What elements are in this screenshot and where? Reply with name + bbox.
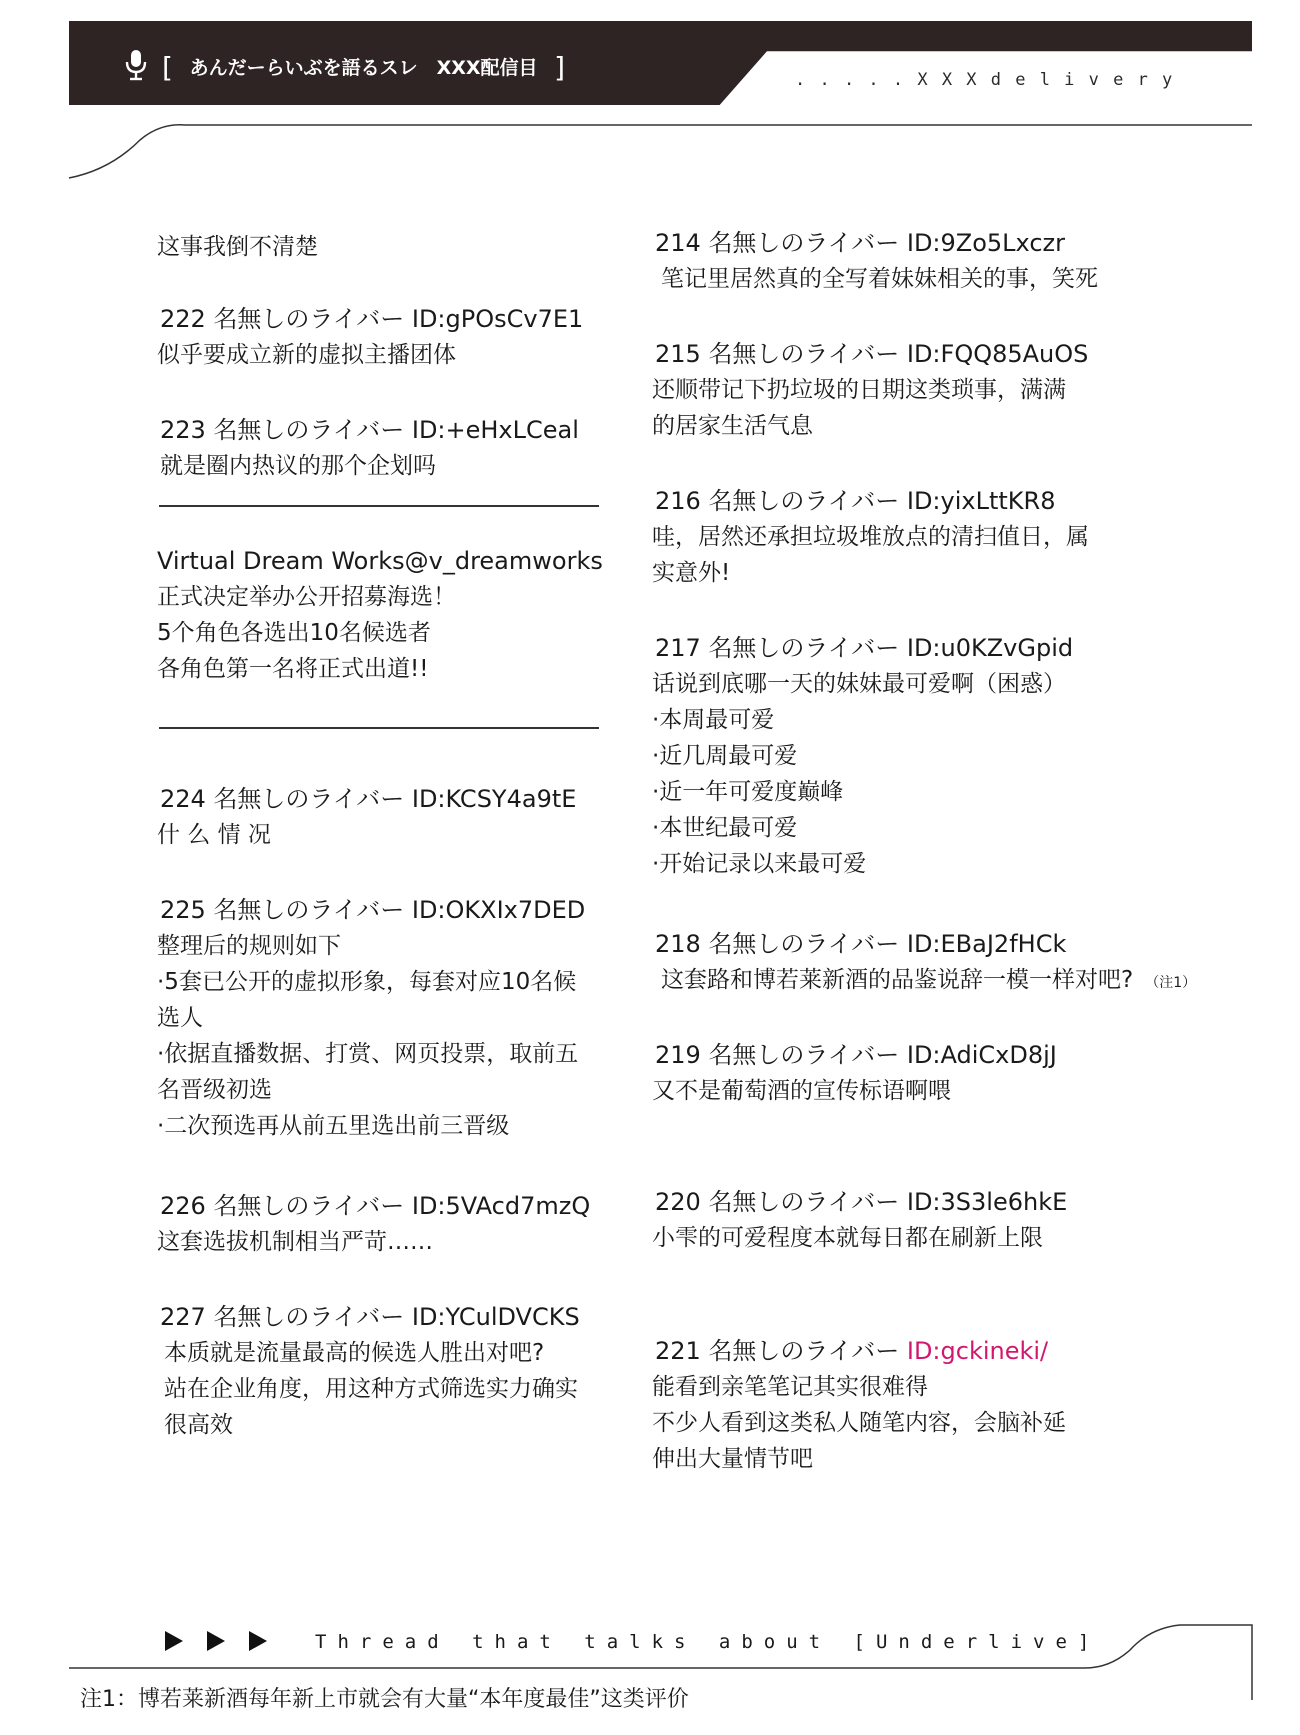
delivery-subtitle: . . . . . X X X d e l i v e r y (795, 70, 1175, 90)
post-line: 5个角色各选出10名候选者 (157, 620, 431, 646)
post-218 (655, 927, 1196, 1001)
post-line: 这事我倒不清楚 (157, 234, 318, 260)
post-225 (157, 893, 585, 1144)
title-bracket-close: ] (554, 51, 566, 84)
post-222 (157, 302, 584, 373)
post-header: 219 名無しのライバー ID:AdiCxD8jJ (655, 1041, 1057, 1069)
post-216 (652, 484, 1089, 591)
post-215 (652, 337, 1089, 444)
post-217 (652, 631, 1074, 882)
post-line: 小雫的可爱程度本就每日都在刷新上限 (652, 1225, 1043, 1251)
post-line: 各角色第一名将正式出道!! (157, 656, 429, 682)
post-line: 哇，居然还承担垃圾堆放点的清扫值日，属 (652, 524, 1089, 550)
post-224 (157, 782, 577, 853)
post-line: 站在企业角度，用这种方式筛选实力确实 (164, 1376, 578, 1402)
post-header: 223 名無しのライバー ID:+eHxLCeal (160, 416, 579, 444)
quote-divider-bottom (159, 727, 599, 729)
post-line: 伸出大量情节吧 (652, 1446, 813, 1472)
post-id-highlight: ID:gckineki/ (906, 1337, 1049, 1365)
post-line: 什 么 情 况 (157, 822, 271, 848)
post-line: 的居家生活气息 (652, 413, 813, 439)
post-line: ·近几周最可爱 (652, 743, 798, 769)
quote-divider-top (159, 505, 599, 507)
post-header (655, 1334, 1066, 1369)
post-line: 就是圈内热议的那个企划吗 (160, 453, 436, 479)
post-header: 225 名無しのライバー ID:OKXIx7DED (160, 896, 586, 924)
post-line: 这套选拔机制相当严苛…… (157, 1229, 433, 1255)
title-text: あんだーらいぶを語るスレ XXX配信目 (189, 57, 538, 79)
tweet-author: Virtual Dream Works@v_dreamworks (157, 547, 603, 575)
post-223 (160, 413, 579, 484)
post-line: 还顺带记下扔垃圾的日期这类琐事，满满 (652, 377, 1066, 403)
post-text: 这套路和博若莱新酒的品鉴说辞一模一样对吧? (661, 967, 1134, 993)
post-header: 227 名無しのライバー ID:YCulDVCKS (160, 1303, 580, 1331)
footnote: 注1：博若莱新酒每年新上市就会有大量“本年度最佳”这类评价 (80, 1687, 689, 1712)
post-line: 正式决定举办公开招募海选！ (157, 584, 456, 610)
post-line: 话说到底哪一天的妹妹最可爱啊（困惑） (652, 671, 1066, 697)
post-header: 216 名無しのライバー ID:yixLttKR8 (655, 487, 1056, 515)
post-line: 能看到亲笔笔记其实很难得 (652, 1374, 928, 1400)
post-line: ·5套已公开的虚拟形象，每套对应10名候 (157, 969, 577, 995)
post-line: 整理后的规则如下 (157, 933, 341, 959)
post-line: ·二次预选再从前五里选出前三晋级 (157, 1113, 510, 1139)
post-line: ·本世纪最可爱 (652, 815, 798, 841)
post-line: 名晋级初选 (157, 1077, 272, 1103)
quoted-tweet (157, 544, 603, 687)
post-line: 笔记里居然真的全写着妹妹相关的事，笑死 (661, 266, 1098, 292)
post-header: 220 名無しのライバー ID:3S3le6hkE (655, 1188, 1068, 1216)
post-line: 实意外! (652, 560, 731, 586)
post-header: 226 名無しのライバー ID:5VAcd7mzQ (160, 1192, 591, 1220)
post-line: 不少人看到这类私人随笔内容，会脑补延 (652, 1410, 1066, 1436)
play-arrows-icon (163, 1629, 273, 1653)
post-227 (160, 1300, 580, 1443)
post-line: 又不是葡萄酒的宣传标语啊喂 (652, 1078, 951, 1104)
post-number-name: 221 名無しのライバー (655, 1337, 907, 1365)
post-221 (652, 1334, 1066, 1477)
title-bracket-open: [ (162, 51, 173, 84)
post-line-with-note (661, 962, 1196, 1001)
post-header: 217 名無しのライバー ID:u0KZvGpid (655, 634, 1074, 662)
post-header: 222 名無しのライバー ID:gPOsCv7E1 (160, 305, 584, 333)
post-219 (652, 1038, 1057, 1109)
post-header: 214 名無しのライバー ID:9Zo5Lxczr (655, 229, 1065, 257)
post-line: 本质就是流量最高的候选人胜出对吧? (164, 1340, 545, 1366)
post-line: 很高效 (164, 1412, 233, 1438)
footer-caption: Thread that talks about [Underlive] (315, 1631, 1101, 1653)
post-line: 选人 (157, 1005, 203, 1031)
post-header: 215 名無しのライバー ID:FQQ85AuOS (655, 340, 1089, 368)
post-header: 218 名無しのライバー ID:EBaJ2fHCk (655, 930, 1067, 958)
post-line: ·本周最可爱 (652, 707, 775, 733)
intro-line (157, 229, 318, 265)
post-header: 224 名無しのライバー ID:KCSY4a9tE (160, 785, 577, 813)
post-line: ·开始记录以来最可爱 (652, 851, 867, 877)
post-226 (157, 1189, 590, 1260)
post-line: ·近一年可爱度巅峰 (652, 779, 844, 805)
post-line: ·依据直播数据、打赏、网页投票，取前五 (157, 1041, 579, 1067)
post-220 (652, 1185, 1068, 1256)
post-line: 似乎要成立新的虚拟主播团体 (157, 342, 456, 368)
note-reference: （注1） (1145, 975, 1197, 991)
post-214 (655, 226, 1098, 297)
